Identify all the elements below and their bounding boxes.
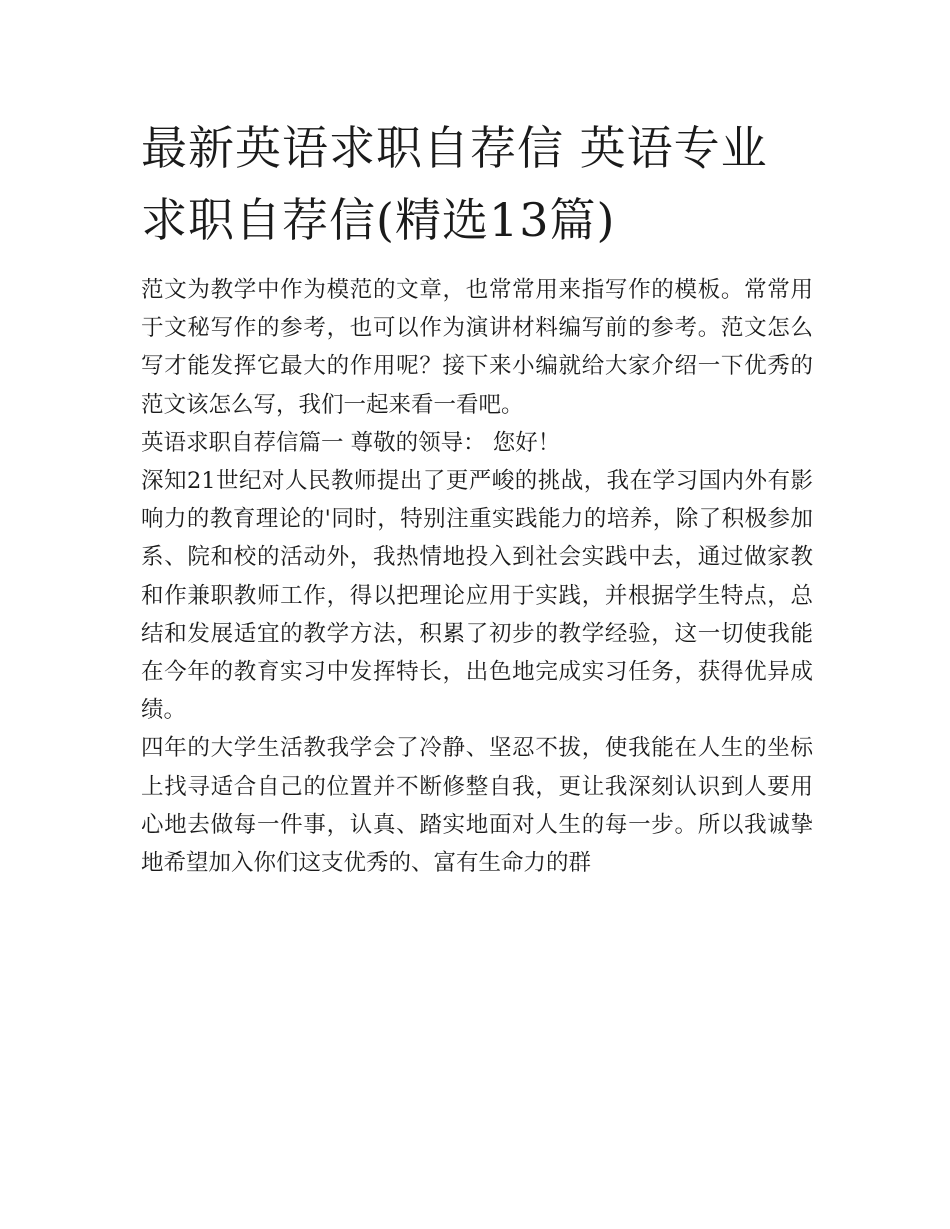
document-body <box>141 271 813 882</box>
letter-heading-paragraph: 英语求职自荐信篇一 尊敬的领导： 您好！ <box>141 429 561 456</box>
intro-paragraph: 范文为教学中作为模范的文章，也常常用来指写作的模板。常常用于文秘写作的参考，也可以作为演讲材料编写前的参考。范文怎么写才能发挥它最大的作用呢？接下来小编就给大家介绍一下优秀的范文该怎么写，我们一起来看一看吧。 <box>141 277 813 418</box>
letter-paragraph-university-life: 四年的大学生活教我学会了冷静、坚忍不拔，使我能在人生的坐标上找寻适合自己的位置并不断修整自我，更让我深刻认识到人要用心地去做每一件事，认真、踏实地面对人生的每一步。所以我诚挚地希望加入你们这支优秀的、富有生命力的群 <box>141 735 813 877</box>
document-page <box>141 112 813 882</box>
document-title: 最新英语求职自荐信 英语专业求职自荐信(精选13篇) <box>141 121 768 247</box>
letter-paragraph-practice: 深知21世纪对人民教师提出了更严峻的挑战，我在学习国内外有影响力的教育理论的'同时，特别注重实践能力的培养，除了积极参加系、院和校的活动外，我热情地投入到社会实践中去，通过做家教和作兼职教师工作，得以把理论应用于实践，并根据学生特点，总结和发展适宜的教学方法，积累了初步的教学经验，这一切使我能在今年的教育实习中发挥特长，出色地完成实习任务，获得优异成绩。 <box>141 468 813 724</box>
